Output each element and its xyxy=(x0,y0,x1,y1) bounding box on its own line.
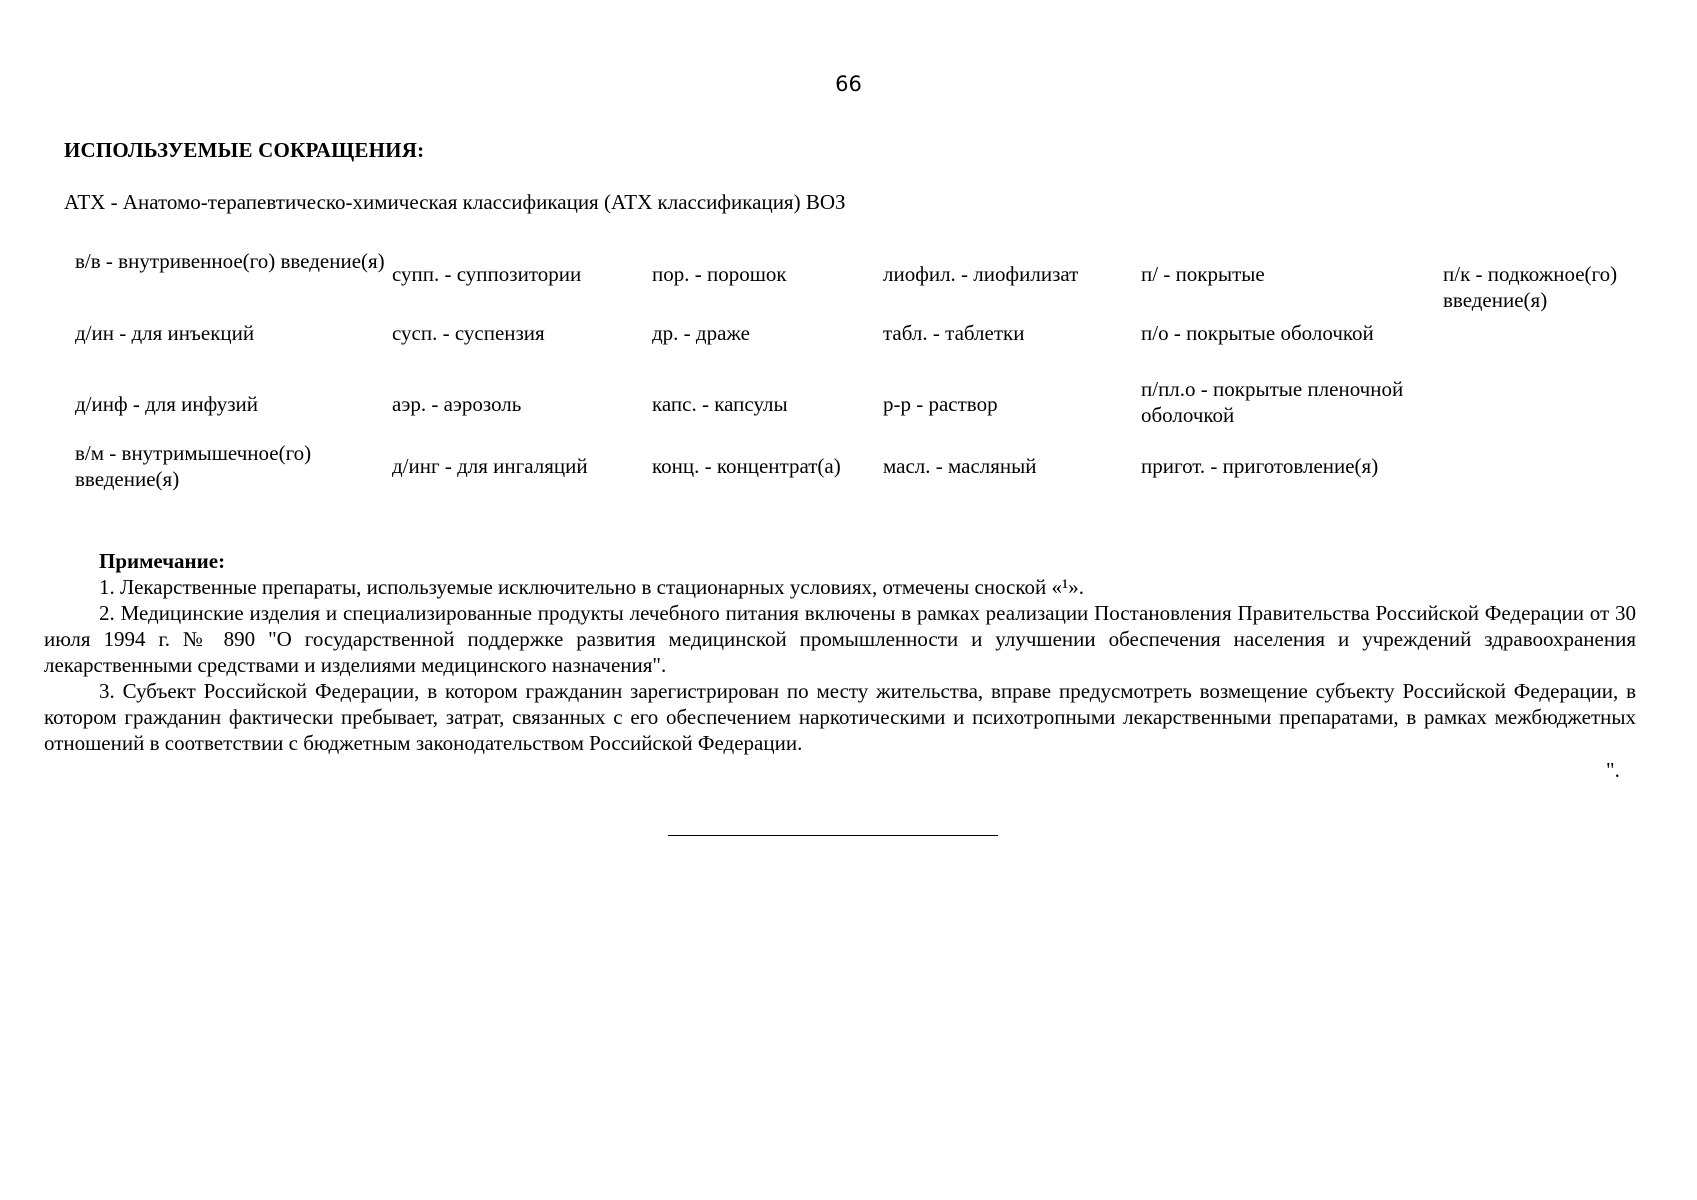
abbreviation-item: п/о - покрытые оболочкой xyxy=(1141,321,1374,345)
abbreviation-empty xyxy=(1443,376,1663,440)
abbreviation-item: д/инг - для ингаляций xyxy=(392,454,588,478)
abbreviations-title: ИСПОЛЬЗУЕМЫЕ СОКРАЩЕНИЯ: xyxy=(64,138,425,162)
abbreviation-item: в/в - внутривенное(го) введение(я) xyxy=(75,249,385,273)
abbreviation-item: сусп. - суспензия xyxy=(392,321,545,345)
abbreviation-item: аэр. - аэрозоль xyxy=(392,392,522,416)
abbreviation-item: др. - драже xyxy=(652,321,750,345)
abbreviation-item: масл. - масляный xyxy=(883,454,1037,478)
abbreviations-grid xyxy=(75,248,1663,504)
page-number: 66 xyxy=(835,72,862,96)
abbreviation-item: р-р - раствор xyxy=(883,392,998,416)
abbreviation-item: п/пл.о - покрытые пленочной оболочкой xyxy=(1141,377,1404,427)
abbreviation-item: п/к - подкожное(го) введение(я) xyxy=(1443,262,1618,312)
abbreviation-item: д/инф - для инфузий xyxy=(75,392,259,416)
note-item: 2. Медицинские изделия и специализированные продукты лечебного питания включены в рамках реализации Постановления Правительства Российской Федерации от 30 июля 1994 г. № 890 "О государственной поддержке развития медицинской промышленности и улучшении обеспечения населения и учреждений здравоохранения лекарственными средствами и изделиями медицинского назначения". xyxy=(44,601,1636,677)
notes-section xyxy=(44,548,1636,756)
abbreviation-item: табл. - таблетки xyxy=(883,321,1025,345)
atx-definition: АТХ - Анатомо-терапевтическо-химическая классификация (АТХ классификация) ВОЗ xyxy=(64,190,846,214)
abbreviation-item: в/м - внутримышечное(го) введение(я) xyxy=(75,441,312,491)
abbreviation-item: д/ин - для инъекций xyxy=(75,321,255,345)
abbreviation-item: п/ - покрытые xyxy=(1141,262,1265,286)
abbreviation-item: капс. - капсулы xyxy=(652,392,788,416)
closing-quote: ". xyxy=(1606,758,1620,782)
abbreviation-item: конц. - концентрат(а) xyxy=(652,454,841,478)
abbreviation-item: супп. - суппозитории xyxy=(392,262,582,286)
notes-heading: Примечание: xyxy=(99,549,226,573)
note-item: 3. Субъект Российской Федерации, в котором гражданин зарегистрирован по месту жительства, вправе предусмотреть возмещение субъекту Российской Федерации, в котором гражданин фактически пребывает, затрат, связанных с его обеспечением наркотическими и психотропными лекарственными препаратами, в рамках межбюджетных отношений в соответствии с бюджетным законодательством Российской Федерации. xyxy=(44,679,1636,755)
abbreviation-item: лиофил. - лиофилизат xyxy=(883,262,1079,286)
abbreviation-item: пор. - порошок xyxy=(652,262,787,286)
separator-line xyxy=(668,835,998,836)
abbreviation-empty xyxy=(1443,312,1663,376)
abbreviation-empty xyxy=(1443,440,1663,504)
abbreviation-item: пригот. - приготовление(я) xyxy=(1141,454,1379,478)
note-item: 1. Лекарственные препараты, используемые исключительно в стационарных условиях, отмечены сноской «¹». xyxy=(99,575,1085,599)
